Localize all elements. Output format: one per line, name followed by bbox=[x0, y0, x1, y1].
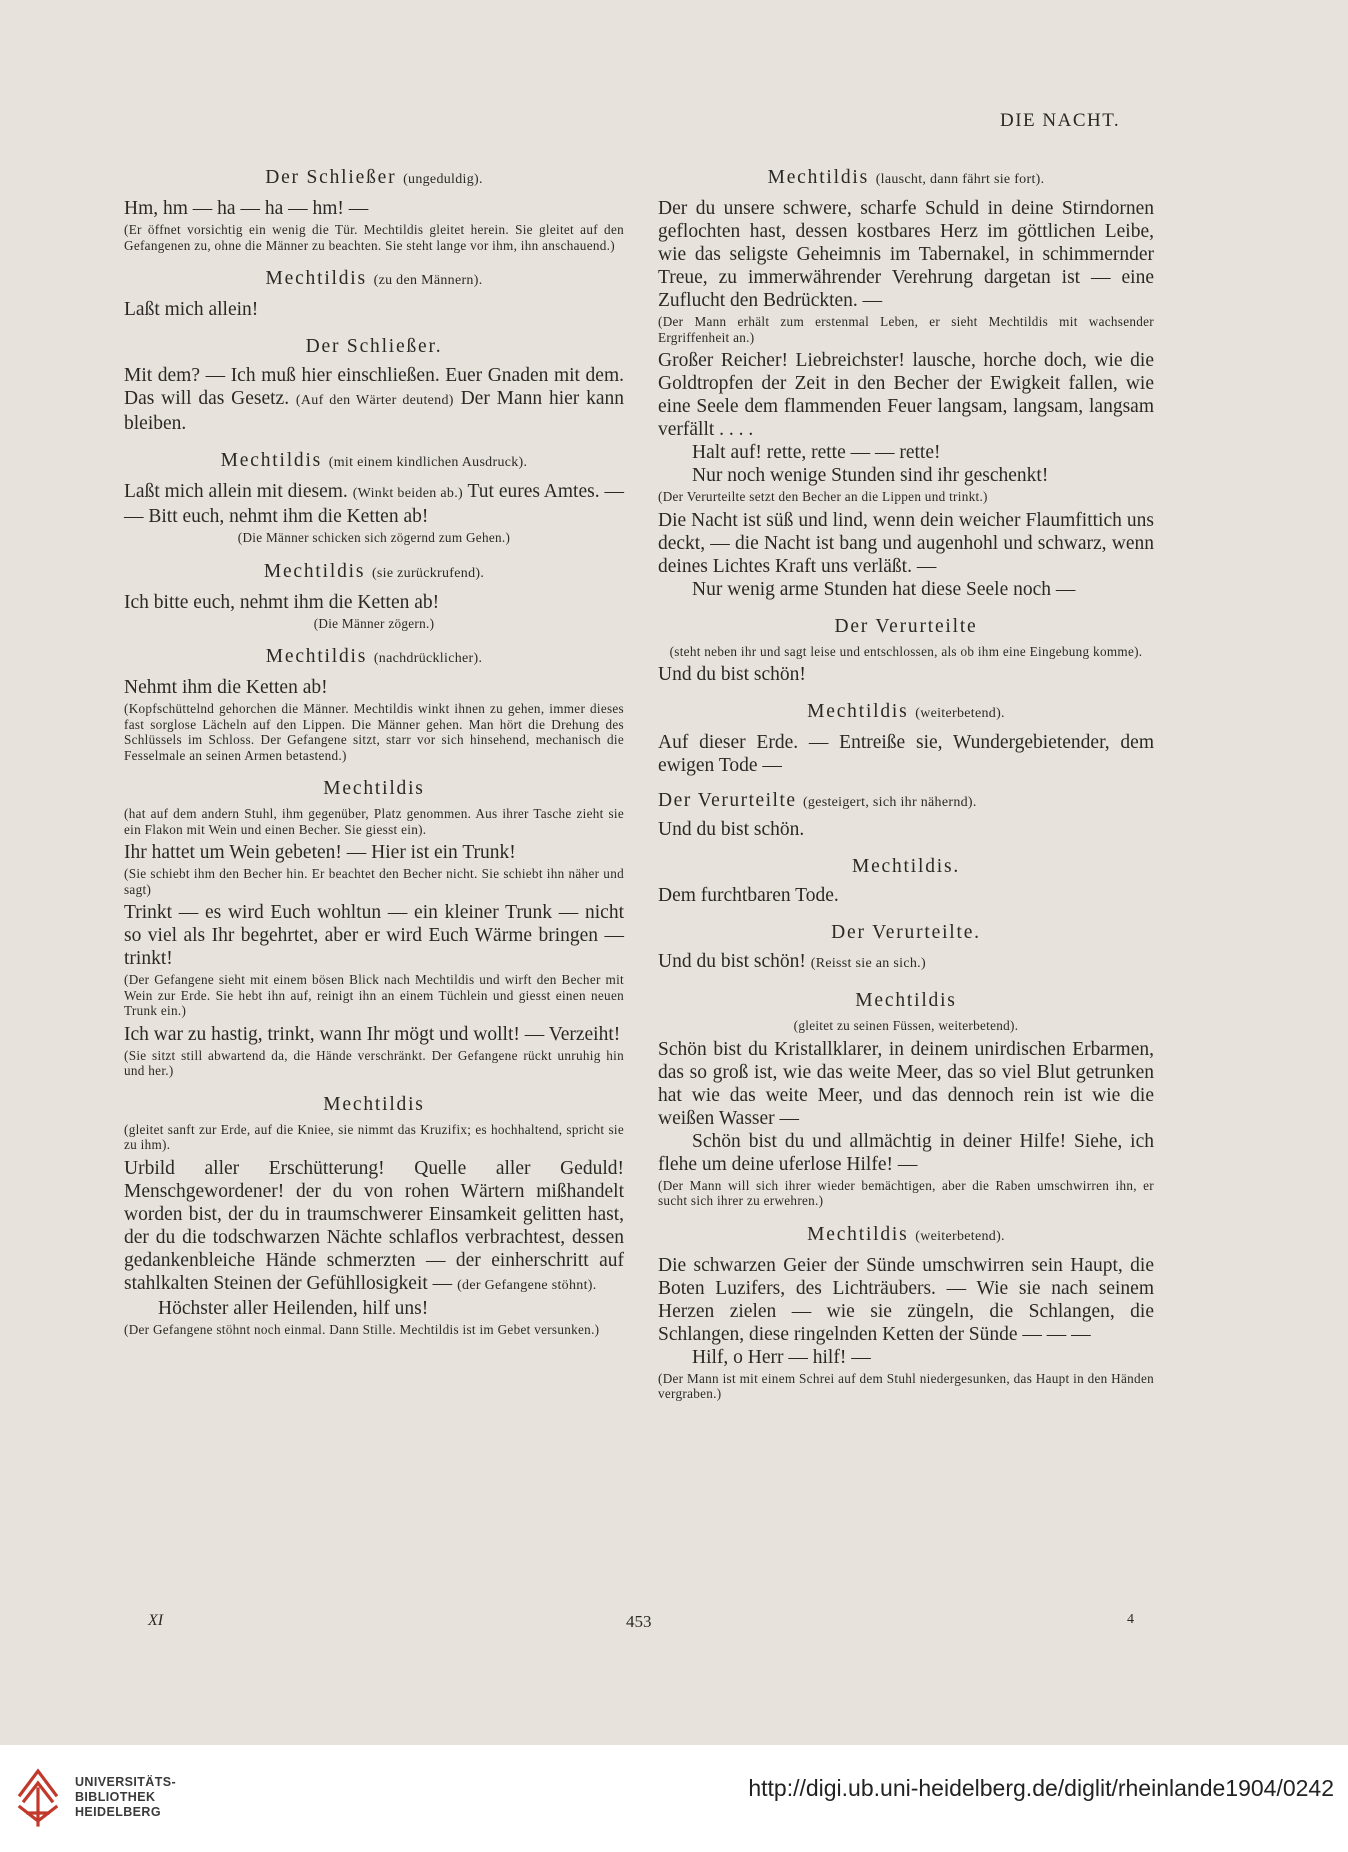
signature-mark: XI bbox=[148, 1612, 164, 1629]
speaker-heading bbox=[658, 921, 1154, 944]
spoken-text bbox=[658, 509, 1154, 578]
stage-direction-inline: (weiterbetend). bbox=[915, 706, 1005, 721]
stage-direction-inline: (weiterbetend). bbox=[915, 1228, 1005, 1244]
speech-segment: Halt auf! rette, rette — — rette! bbox=[692, 442, 941, 463]
speech-segment: Schön bist du und allmächtig in deiner Hilfe! Siehe, ich flehe um deine uferlose Hilfe! — bbox=[658, 1130, 1154, 1175]
stage-direction: (Der Gefangene stöhnt noch einmal. Dann Stille. Mechtildis ist im Gebet versunken.) bbox=[124, 1321, 600, 1337]
spoken-text bbox=[658, 1346, 1154, 1369]
speech-segment: Nur noch wenige Stunden sind ihr geschenkt! bbox=[692, 465, 1049, 486]
library-footer-bar bbox=[0, 1745, 1348, 1852]
speaker-name: Der Verurteilte. bbox=[831, 922, 981, 943]
spoken-text bbox=[658, 578, 1154, 601]
speech-segment: Der du unsere schwere, scharfe Schuld in deine Stirndornen geflochten hast, dessen kostbares Herz im göttlichen Leibe, wie das seligste Geheimnis im Tabernakel, in schimmernder Treue, zu immerwährender Verehrung dargetan ist — eine Zuflucht den Bedrückten. — bbox=[658, 198, 1154, 311]
speech-segment: Hilf, o Herr — hilf! — bbox=[692, 1346, 871, 1368]
speech-segment: Schön bist du Kristallklarer, in deinem unirdischen Erbarmen, das so groß ist, wie das weite Meer, das so viel Blut getrunken hat wie das weite Meer, und das dennoch rein ist wie die weißen Wasser — bbox=[658, 1038, 1154, 1129]
running-head: DIE NACHT. bbox=[1000, 110, 1121, 131]
speaker-name: Der Schließer bbox=[265, 167, 397, 188]
speaker-name: Mechtildis bbox=[767, 167, 870, 188]
stage-direction: (Der Gefangene sieht mit einem bösen Blick nach Mechtildis und wirft den Becher mit Wein zur Erde. Sie hebt ihn auf, reinigt ihn an einem Tüchlein und giesst einen neuen Trunk ein.) bbox=[124, 972, 624, 1018]
library-name-line: HEIDELBERG bbox=[75, 1805, 161, 1819]
stage-direction: (Er öffnet vorsichtig ein wenig die Tür. Mechtildis gleitet herein. Sie gleitet auf den Gefangenen zu, ohne die Männer zu beachten. Sie steht lange vor ihm, ihn anschauend.) bbox=[124, 222, 624, 253]
spoken-text bbox=[124, 480, 624, 528]
stage-direction-inline: (ungeduldig). bbox=[403, 172, 483, 187]
stage-direction-inline: (mit einem kindlichen Ausdruck). bbox=[328, 455, 528, 470]
stage-direction: (gleitet sanft zur Erde, auf die Kniee, sie nimmt das Kruzifix; es hochhaltend, spricht sie zu ihm). bbox=[124, 1121, 624, 1152]
spoken-text bbox=[124, 841, 624, 864]
speaker-heading bbox=[124, 1093, 624, 1116]
speaker-name: Mechtildis bbox=[265, 646, 368, 667]
speaker-name: Mechtildis bbox=[265, 268, 367, 289]
right-column bbox=[658, 166, 1154, 1406]
stage-direction-inline: (der Gefangene stöhnt). bbox=[457, 1277, 597, 1293]
spoken-text bbox=[658, 441, 1154, 464]
stage-direction-inline: (gesteigert, sich ihr nähernd). bbox=[802, 795, 977, 810]
speech-segment: Tut eures Amtes. — — Bitt euch, nehmt ihm die Ketten ab! bbox=[124, 481, 625, 527]
speaker-heading bbox=[658, 855, 1154, 878]
speech-segment: Nur wenig arme Stunden hat diese Seele noch — bbox=[692, 578, 1076, 600]
stage-direction: (steht neben ihr und sagt leise und entschlossen, als ob ihm eine Eingebung komme). bbox=[669, 643, 1143, 659]
speech-segment: Ihr hattet um Wein gebeten! — Hier ist ein Trunk! bbox=[124, 842, 516, 863]
speaker-heading bbox=[658, 789, 1154, 814]
spoken-text bbox=[658, 884, 1154, 907]
university-library-logo-icon bbox=[14, 1765, 62, 1827]
spoken-text bbox=[124, 197, 624, 220]
spoken-text bbox=[124, 676, 624, 699]
stage-direction: (Sie schiebt ihm den Becher hin. Er beachtet den Becher nicht. Sie schiebt ihn näher und sagt) bbox=[124, 866, 624, 897]
speaker-name: Mechtildis bbox=[323, 778, 425, 799]
stage-direction-inline: (lauscht, dann fährt sie fort). bbox=[875, 172, 1045, 187]
source-url-link[interactable]: http://digi.ub.uni-heidelberg.de/diglit/rheinlande1904/0242 bbox=[748, 1775, 1334, 1801]
speaker-heading bbox=[124, 166, 624, 191]
speech-segment: Mit dem? — Ich muß hier einschließen. Euer Gnaden mit dem. Das will das Gesetz. bbox=[124, 365, 624, 409]
stage-direction: (Sie sitzt still abwartend da, die Hände verschränkt. Der Gefangene rückt unruhig hin und her.) bbox=[124, 1047, 624, 1078]
stage-direction: (gleitet zu seinen Füssen, weiterbetend). bbox=[793, 1018, 1019, 1033]
stage-direction-inline: (Auf den Wärter deutend) bbox=[295, 393, 454, 408]
speech-segment: Höchster aller Heilenden, hilf uns! bbox=[158, 1297, 429, 1319]
spoken-text bbox=[124, 1297, 624, 1320]
spoken-text bbox=[124, 364, 624, 435]
library-name bbox=[75, 1775, 176, 1820]
stage-direction-inline: (Reisst sie an sich.) bbox=[810, 956, 926, 971]
stage-direction: (Der Mann erhält zum erstenmal Leben, er sieht Mechtildis mit wachsender Ergriffenheit an.) bbox=[658, 314, 1154, 345]
speaker-heading bbox=[124, 560, 624, 585]
spoken-text bbox=[124, 1023, 624, 1046]
speech-segment: Nehmt ihm die Ketten ab! bbox=[124, 677, 328, 698]
stage-direction-inline: (Winkt beiden ab.) bbox=[352, 486, 463, 501]
spoken-text bbox=[658, 818, 1154, 841]
stage-direction-inline: (zu den Männern). bbox=[373, 273, 483, 288]
stage-direction: (Der Mann ist mit einem Schrei auf dem Stuhl niedergesunken, das Haupt in den Händen vergraben.) bbox=[658, 1370, 1154, 1401]
speaker-name: Mechtildis. bbox=[851, 856, 961, 877]
stage-direction: (Der Mann will sich ihrer wieder bemächtigen, aber die Raben umschwirren ihn, er sucht sich ihrer zu erwehren.) bbox=[658, 1177, 1154, 1208]
speech-segment: Ich bitte euch, nehmt ihm die Ketten ab! bbox=[124, 591, 440, 613]
stage-direction: (Der Verurteilte setzt den Becher an die Lippen und trinkt.) bbox=[658, 489, 988, 504]
speaker-name: Mechtildis bbox=[220, 450, 323, 471]
spoken-text bbox=[124, 298, 624, 321]
spoken-text bbox=[658, 1254, 1154, 1346]
speaker-name: Mechtildis bbox=[807, 701, 909, 722]
stage-direction: (Kopfschüttelnd gehorchen die Männer. Mechtildis winkt ihnen zu gehen, immer dieses fast sorglose Lächeln auf den Lippen. Die Männer gehen. Man hört die Drehung des Schlüssels im Schloss. Der Gefangene sitzt, starr vor sich hinsehend, mechanisch die Fesselmale an seinen Armen betastend.) bbox=[124, 701, 624, 763]
stage-direction-inline: (sie zurückrufend). bbox=[371, 565, 485, 581]
library-name-line: UNIVERSITÄTS- bbox=[75, 1775, 177, 1789]
speech-segment: Laßt mich allein! bbox=[124, 299, 259, 320]
spoken-text bbox=[658, 197, 1154, 312]
sheet-number: 4 bbox=[1127, 1612, 1134, 1627]
speaker-heading bbox=[658, 989, 1154, 1012]
library-name-line: BIBLIOTHEK bbox=[75, 1790, 156, 1804]
spoken-text bbox=[658, 731, 1154, 777]
page-number: 453 bbox=[626, 1612, 652, 1631]
speaker-name: Mechtildis bbox=[323, 1093, 425, 1115]
speaker-name: Mechtildis bbox=[263, 560, 366, 582]
spoken-text bbox=[124, 591, 624, 614]
spoken-text bbox=[124, 901, 624, 970]
speaker-heading bbox=[658, 700, 1154, 725]
speech-segment: Und du bist schön! bbox=[658, 664, 806, 685]
spoken-text bbox=[658, 1038, 1154, 1130]
speaker-heading bbox=[658, 166, 1154, 191]
spoken-text bbox=[124, 1157, 624, 1297]
speaker-name: Mechtildis bbox=[807, 1223, 909, 1245]
speaker-heading bbox=[124, 267, 624, 292]
speech-segment: Laßt mich allein mit diesem. bbox=[124, 481, 348, 502]
speech-segment: Ich war zu hastig, trinkt, wann Ihr mögt und wollt! — Verzeiht! bbox=[124, 1023, 621, 1045]
speech-segment: Die Nacht ist süß und lind, wenn dein weicher Flaumfittich uns deckt, — die Nacht ist bang und augenhohl und schwarz, wenn deines Lichtes Kraft uns verläßt. — bbox=[658, 509, 1154, 577]
stage-direction-inline: (nachdrücklicher). bbox=[373, 651, 483, 666]
speech-segment: Trinkt — es wird Euch wohltun — ein kleiner Trunk — nicht so viel als Ihr begehrtet, aber er wird Euch Wärme bringen — trinkt! bbox=[124, 902, 624, 969]
speaker-name: Mechtildis bbox=[855, 990, 957, 1011]
speech-segment: Und du bist schön! bbox=[658, 951, 806, 972]
speaker-name: Der Verurteilte bbox=[658, 790, 797, 811]
speaker-name: Der Verurteilte bbox=[834, 615, 978, 637]
speech-segment: Urbild aller Erschütterung! Quelle aller Geduld! Menschgewordener! der du von rohen Wärtern mißhandelt worden bist, der du in traumschwerer Einsamkeit gelitten hast, der du die todschwarzen Nächte schlaflos verbrachtest, dessen gedankenbleiche Hände schmerzten — der einherschritt auf stahlkalten Steinen der Gefühllosigkeit — bbox=[124, 1157, 624, 1294]
speech-segment: Großer Reicher! Liebreichster! lausche, horche doch, wie die Goldtropfen der Zeit in den Becher der Ewigkeit fallen, wie eine Seele dem flammenden Feuer langsam, langsam, langsam verfällt . . . . bbox=[658, 350, 1154, 440]
spoken-text bbox=[658, 663, 1154, 686]
spoken-text bbox=[658, 464, 1154, 487]
stage-direction: (hat auf dem andern Stuhl, ihm gegenüber, Platz genommen. Aus ihrer Tasche zieht sie ein Flakon mit Wein und einen Becher. Sie giesst ein). bbox=[124, 806, 624, 837]
speech-segment: Dem furchtbaren Tode. bbox=[658, 885, 839, 906]
speech-segment: Hm, hm — ha — ha — hm! — bbox=[124, 198, 369, 219]
speaker-heading bbox=[658, 615, 1154, 638]
speech-segment: Der Mann hier kann bleiben. bbox=[124, 388, 625, 434]
stage-direction: (Die Männer zögern.) bbox=[313, 615, 435, 631]
speaker-heading bbox=[124, 449, 624, 474]
spoken-text bbox=[658, 1130, 1154, 1176]
speech-segment: Auf dieser Erde. — Entreiße sie, Wundergebietender, dem ewigen Tode — bbox=[658, 732, 1154, 776]
speaker-heading bbox=[658, 1223, 1154, 1248]
speech-segment: Und du bist schön. bbox=[658, 819, 805, 840]
spoken-text bbox=[658, 349, 1154, 441]
speaker-heading bbox=[124, 645, 624, 670]
speaker-heading bbox=[124, 777, 624, 800]
left-column bbox=[124, 166, 624, 1341]
speaker-heading bbox=[124, 335, 624, 358]
stage-direction: (Die Männer schicken sich zögernd zum Gehen.) bbox=[237, 530, 511, 545]
speaker-name: Der Schließer. bbox=[305, 336, 443, 357]
spoken-text bbox=[658, 950, 1154, 975]
speech-segment: Die schwarzen Geier der Sünde umschwirren sein Haupt, die Boten Luzifers, des Lichträubers. — Wie sie nach seinem Herzen zielen — wie sie züngeln, die Schlangen, die Schlangen, diese ringelnden Ketten der Sünde — — — bbox=[658, 1254, 1154, 1345]
